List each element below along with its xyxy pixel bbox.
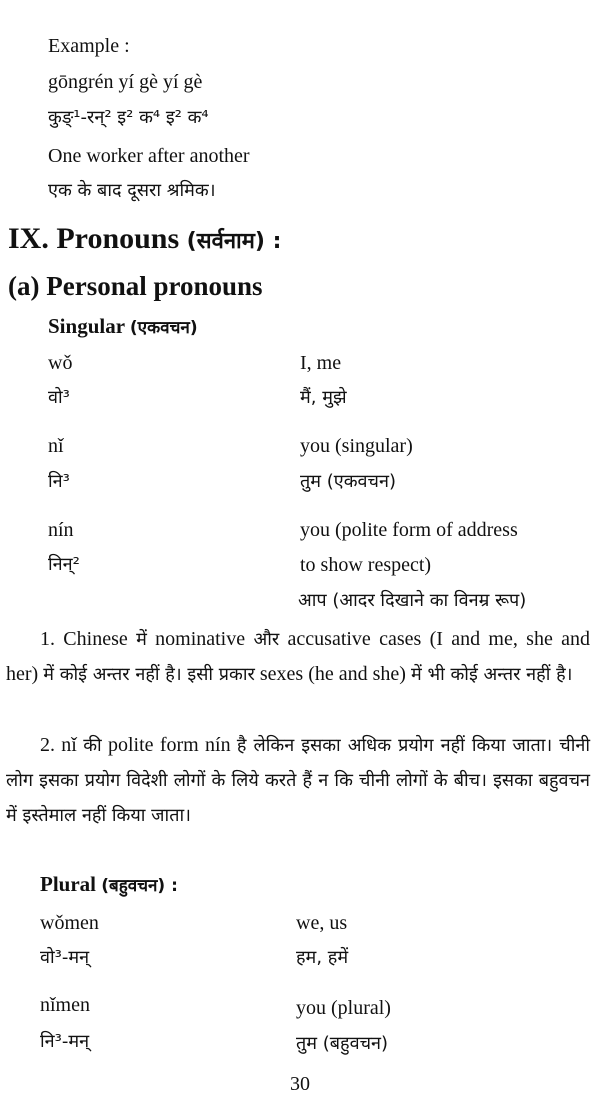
singular-label-hindi: (एकवचन) xyxy=(129,318,198,338)
plural-women-hindi-pronunciation: वो³-मन् xyxy=(40,947,90,968)
singular-nin-pinyin: nín xyxy=(48,519,74,541)
note-1-text-7: sexes (he and she) xyxy=(254,663,411,685)
plural-women-english: we, us xyxy=(296,912,348,934)
singular-ni-hindi-pronunciation: नि³ xyxy=(48,471,70,492)
singular-wo-hindi-pronunciation: वो³ xyxy=(48,387,70,408)
example-english: One worker after another xyxy=(48,145,250,167)
plural-label: Plural xyxy=(40,872,96,896)
singular-nin-hindi-pronunciation: निन्² xyxy=(48,554,80,575)
singular-ni-pinyin: nǐ xyxy=(48,435,64,457)
plural-nimen-english: you (plural) xyxy=(296,997,391,1019)
singular-nin-english-line1: you (polite form of address xyxy=(300,519,518,541)
plural-nimen-hindi-pronunciation: नि³-मन् xyxy=(40,1031,90,1052)
plural-nimen-hindi: तुम (बहुवचन) xyxy=(296,1033,389,1054)
singular-heading xyxy=(48,313,198,341)
note-1-text-5: accusative cases (I and me, she and her) xyxy=(6,628,591,685)
note-2 xyxy=(6,728,590,833)
example-pinyin: gōngrén yí gè yí gè xyxy=(48,71,203,93)
plural-label-hindi: (बहुवचन) : xyxy=(101,876,178,896)
example-label: Example : xyxy=(48,35,130,57)
note-2-text-2: की xyxy=(83,735,102,756)
note-1-text-8: में भी कोई अन्तर नहीं है। xyxy=(410,664,573,685)
example-hindi: एक के बाद दूसरा श्रमिक। xyxy=(48,180,216,201)
plural-nimen-pinyin: nǐmen xyxy=(40,994,90,1016)
singular-label: Singular xyxy=(48,314,125,338)
note-1-text-4: और xyxy=(253,629,280,650)
note-1 xyxy=(6,622,590,692)
section-heading xyxy=(8,222,281,259)
note-1-text-2: में xyxy=(136,629,147,650)
singular-wo-pinyin: wǒ xyxy=(48,352,73,374)
note-1-text-6: में कोई अन्तर नहीं है। इसी प्रकार xyxy=(43,664,255,685)
section-title-hindi: (सर्वनाम) : xyxy=(186,229,282,254)
singular-nin-hindi: आप (आदर दिखाने का विनम्र रूप) xyxy=(298,590,527,611)
singular-wo-english: I, me xyxy=(300,352,342,374)
page-number: 30 xyxy=(290,1073,310,1095)
note-2-text-4: है लेकिन इसका अधिक प्रयोग नहीं किया जाता। चीनी लोग इसका प्रयोग विदेशी लोगों के लिये करते हैं न कि चीनी लोगों के बीच। इसका बहुवचन में इस्तेमाल नहीं किया जाता। xyxy=(6,735,591,826)
section-title: IX. Pronouns xyxy=(8,222,180,255)
plural-women-hindi: हम, हमें xyxy=(296,947,349,968)
note-1-text-1: 1. Chinese xyxy=(40,628,137,650)
plural-heading xyxy=(40,871,178,899)
singular-ni-hindi: तुम (एकवचन) xyxy=(300,471,396,492)
singular-ni-english: you (singular) xyxy=(300,435,413,457)
note-2-text-1: 2. nǐ xyxy=(40,734,84,756)
note-2-text-3: polite form nín xyxy=(101,734,237,756)
singular-nin-english-line2: to show respect) xyxy=(300,554,432,576)
example-hindi-pronunciation: कुङ्¹-रन्² इ² क⁴ इ² क⁴ xyxy=(48,107,209,128)
note-1-text-3: nominative xyxy=(146,628,254,650)
plural-women-pinyin: wǒmen xyxy=(40,912,99,934)
singular-wo-hindi: मैं, मुझे xyxy=(300,387,347,408)
subsection-heading: (a) Personal pronouns xyxy=(8,271,263,301)
